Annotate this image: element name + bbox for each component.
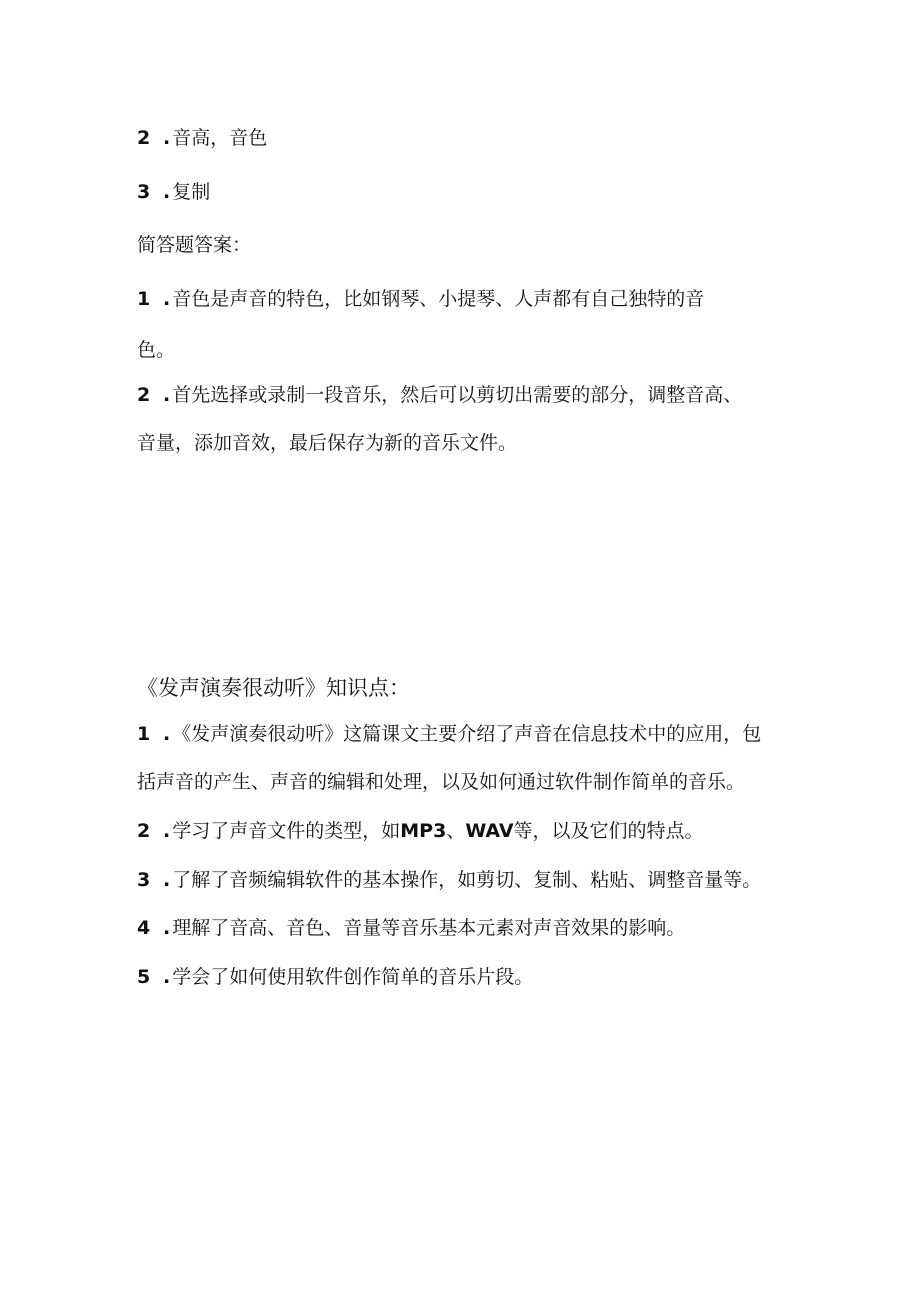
item-text: 音高，音色 — [172, 127, 268, 149]
format-mp3: MP3 — [400, 820, 447, 842]
short-answer-item-2-cont: 音量，添加音效，最后保存为新的音乐文件。 — [137, 432, 518, 454]
item-number: 3 — [137, 181, 151, 203]
item-number: 2 — [137, 820, 151, 842]
item-text-line1: 《发声演奏很动听》这篇课文主要介绍了声音在信息技术中的应用，包 — [172, 723, 762, 745]
format-wav: WAV — [465, 820, 514, 842]
item-text: 学会了如何使用软件创作简单的音乐片段。 — [172, 966, 534, 988]
answer-item-2: 2 . 音高，音色 — [137, 127, 268, 149]
short-answer-item-1: 1 . 音色是声音的特色，比如钢琴、小提琴、人声都有自己独特的音 — [137, 288, 705, 310]
answer-item-3: 3 . 复制 — [137, 181, 211, 203]
item-number: 2 — [137, 384, 151, 406]
item-number: 1 — [137, 723, 151, 745]
item-number: 2 — [137, 127, 151, 149]
item-text-pre: 学习了声音文件的类型，如 — [172, 820, 401, 842]
item-number: 1 — [137, 288, 151, 310]
knowledge-item-1: 1 . 《发声演奏很动听》这篇课文主要介绍了声音在信息技术中的应用，包 — [137, 723, 762, 745]
knowledge-item-2: 2 . 学习了声音文件的类型，如MP3、WAV等，以及它们的特点。 — [137, 820, 704, 842]
knowledge-item-3: 3 . 了解了音频编辑软件的基本操作，如剪切、复制、粘贴、调整音量等。 — [137, 869, 762, 891]
item-number: 3 — [137, 869, 151, 891]
short-answer-title: 简答题答案： — [137, 234, 252, 256]
short-answer-item-1-cont: 色。 — [137, 339, 176, 361]
item-text-post: 等，以及它们的特点。 — [513, 820, 704, 842]
item-text: 理解了音高、音色、音量等音乐基本元素对声音效果的影响。 — [172, 917, 686, 939]
item-text-line1: 首先选择或录制一段音乐，然后可以剪切出需要的部分，调整音高、 — [172, 384, 743, 406]
item-text-sep: 、 — [446, 820, 466, 842]
item-number: 4 — [137, 917, 151, 939]
knowledge-item-4: 4 . 理解了音高、音色、音量等音乐基本元素对声音效果的影响。 — [137, 917, 686, 939]
item-text-line1: 音色是声音的特色，比如钢琴、小提琴、人声都有自己独特的音 — [172, 288, 705, 310]
item-number: 5 — [137, 966, 151, 988]
knowledge-title: 《发声演奏很动听》知识点： — [137, 676, 410, 700]
item-text: 了解了音频编辑软件的基本操作，如剪切、复制、粘贴、调整音量等。 — [172, 869, 762, 891]
item-text: 复制 — [172, 181, 211, 203]
knowledge-item-1-cont: 括声音的产生、声音的编辑和处理，以及如何通过软件制作简单的音乐。 — [137, 771, 746, 793]
short-answer-item-2: 2 . 首先选择或录制一段音乐，然后可以剪切出需要的部分，调整音高、 — [137, 384, 743, 406]
knowledge-item-5: 5 . 学会了如何使用软件创作简单的音乐片段。 — [137, 966, 534, 988]
